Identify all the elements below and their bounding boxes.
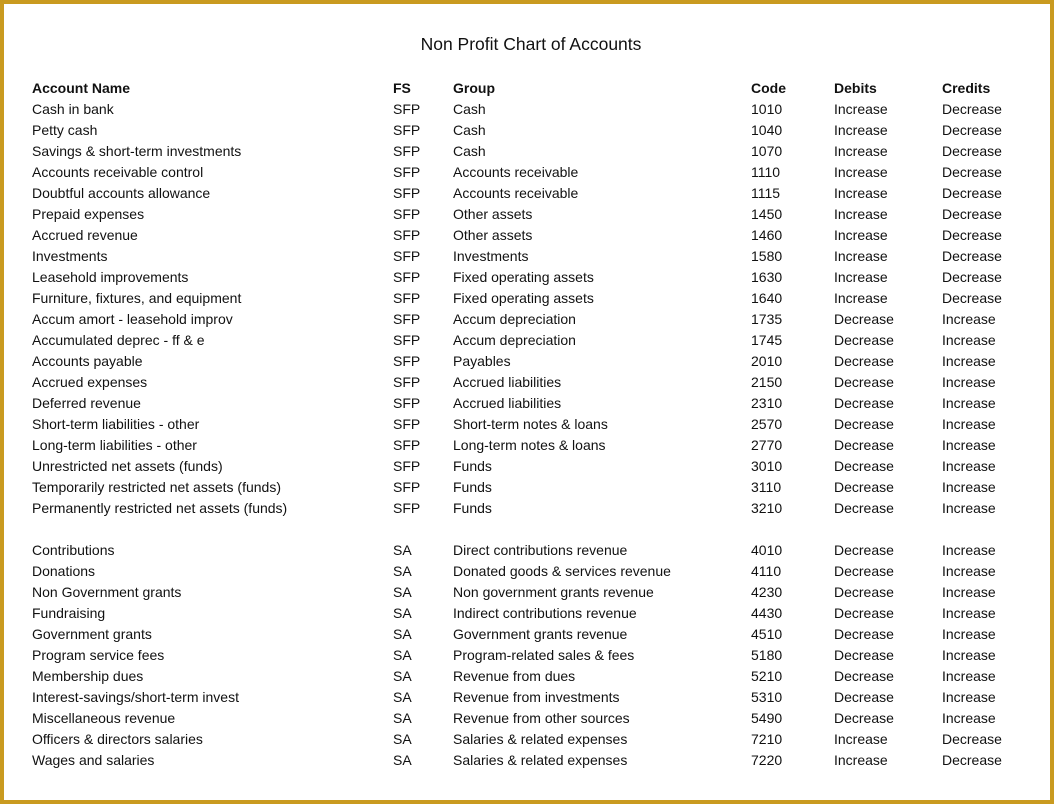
code-cell: 3110 bbox=[751, 479, 782, 495]
code-cell: 4510 bbox=[751, 626, 783, 643]
code-cell: 4430 bbox=[751, 605, 783, 622]
code-cell: 4110 bbox=[751, 563, 782, 580]
table-row bbox=[32, 288, 1042, 309]
account-name-cell: Wages and salaries bbox=[32, 752, 155, 769]
debits-cell: Increase bbox=[834, 248, 888, 264]
group-cell: Cash bbox=[453, 101, 486, 117]
debits-cell: Decrease bbox=[834, 458, 894, 474]
debits-cell: Decrease bbox=[834, 710, 894, 727]
chart-of-accounts-table bbox=[32, 78, 1042, 771]
account-name-cell: Government grants bbox=[32, 626, 152, 643]
credits-cell: Decrease bbox=[942, 290, 1002, 306]
debits-cell: Decrease bbox=[834, 689, 894, 706]
table-row bbox=[32, 246, 1042, 267]
table-row bbox=[32, 456, 1042, 477]
fs-cell: SFP bbox=[393, 101, 421, 117]
table-row bbox=[32, 540, 1042, 561]
fs-cell: SFP bbox=[393, 416, 421, 432]
credits-cell: Increase bbox=[942, 584, 996, 601]
fs-cell: SA bbox=[393, 647, 412, 664]
table-row bbox=[32, 204, 1042, 225]
column-header-group: Group bbox=[453, 80, 495, 96]
credits-cell: Decrease bbox=[942, 752, 1002, 769]
group-cell: Fixed operating assets bbox=[453, 269, 594, 285]
table-row bbox=[32, 708, 1042, 729]
code-cell: 1450 bbox=[751, 206, 783, 222]
code-cell: 1460 bbox=[751, 227, 783, 243]
group-cell: Salaries & related expenses bbox=[453, 752, 628, 769]
account-name-cell: Donations bbox=[32, 563, 96, 580]
group-cell: Long-term notes & loans bbox=[453, 437, 606, 453]
group-cell: Funds bbox=[453, 458, 492, 474]
code-cell: 5180 bbox=[751, 647, 783, 664]
fs-cell: SFP bbox=[393, 500, 421, 516]
account-name-cell: Permanently restricted net assets (funds) bbox=[32, 500, 288, 516]
account-name-cell: Investments bbox=[32, 248, 108, 264]
credits-cell: Increase bbox=[942, 332, 996, 348]
fs-cell: SFP bbox=[393, 164, 421, 180]
debits-cell: Increase bbox=[834, 164, 888, 180]
account-name-cell: Program service fees bbox=[32, 647, 165, 664]
account-name-cell: Membership dues bbox=[32, 668, 144, 685]
table-row bbox=[32, 393, 1042, 414]
account-name-cell: Contributions bbox=[32, 542, 115, 559]
debits-cell: Decrease bbox=[834, 626, 894, 643]
fs-cell: SFP bbox=[393, 227, 421, 243]
debits-cell: Increase bbox=[834, 269, 888, 285]
debits-cell: Increase bbox=[834, 206, 888, 222]
fs-cell: SFP bbox=[393, 185, 421, 201]
debits-cell: Decrease bbox=[834, 647, 894, 664]
group-cell: Program-related sales & fees bbox=[453, 647, 635, 664]
fs-cell: SA bbox=[393, 542, 412, 559]
account-name-cell: Accrued revenue bbox=[32, 227, 138, 243]
account-name-cell: Cash in bank bbox=[32, 101, 114, 117]
credits-cell: Increase bbox=[942, 374, 996, 390]
table-row bbox=[32, 330, 1042, 351]
credits-cell: Decrease bbox=[942, 206, 1002, 222]
fs-cell: SFP bbox=[393, 248, 421, 264]
table-row bbox=[32, 141, 1042, 162]
account-name-cell: Savings & short-term investments bbox=[32, 143, 242, 159]
fs-cell: SFP bbox=[393, 437, 421, 453]
code-cell: 5490 bbox=[751, 710, 783, 727]
credits-cell: Increase bbox=[942, 458, 996, 474]
fs-cell: SA bbox=[393, 668, 412, 685]
credits-cell: Decrease bbox=[942, 101, 1002, 117]
table-header-row bbox=[32, 78, 1042, 99]
account-name-cell: Furniture, fixtures, and equipment bbox=[32, 290, 242, 306]
credits-cell: Decrease bbox=[942, 731, 1002, 748]
debits-cell: Decrease bbox=[834, 311, 894, 327]
group-cell: Cash bbox=[453, 122, 486, 138]
account-name-cell: Fundraising bbox=[32, 605, 106, 622]
debits-cell: Increase bbox=[834, 185, 888, 201]
account-name-cell: Temporarily restricted net assets (funds) bbox=[32, 479, 281, 495]
debits-cell: Decrease bbox=[834, 479, 894, 495]
table-row bbox=[32, 120, 1042, 141]
debits-cell: Increase bbox=[834, 227, 888, 243]
code-cell: 1735 bbox=[751, 311, 783, 327]
code-cell: 5210 bbox=[751, 668, 783, 685]
account-name-cell: Accounts receivable control bbox=[32, 164, 204, 180]
credits-cell: Increase bbox=[942, 689, 996, 706]
column-header-credits: Credits bbox=[942, 80, 991, 96]
credits-cell: Increase bbox=[942, 626, 996, 643]
debits-cell: Decrease bbox=[834, 542, 894, 559]
credits-cell: Increase bbox=[942, 500, 996, 516]
column-header-fs: FS bbox=[393, 80, 411, 96]
credits-cell: Decrease bbox=[942, 269, 1002, 285]
table-row bbox=[32, 603, 1042, 624]
group-cell: Direct contributions revenue bbox=[453, 542, 628, 559]
code-cell: 1745 bbox=[751, 332, 783, 348]
account-name-cell: Long-term liabilities - other bbox=[32, 437, 197, 453]
code-cell: 5310 bbox=[751, 689, 783, 706]
debits-cell: Decrease bbox=[834, 395, 894, 411]
table-row bbox=[32, 582, 1042, 603]
column-header-account-name: Account Name bbox=[32, 80, 131, 96]
debits-cell: Decrease bbox=[834, 353, 894, 369]
debits-cell: Increase bbox=[834, 731, 888, 748]
fs-cell: SFP bbox=[393, 122, 421, 138]
account-name-cell: Unrestricted net assets (funds) bbox=[32, 458, 223, 474]
table-row bbox=[32, 309, 1042, 330]
account-name-cell: Miscellaneous revenue bbox=[32, 710, 176, 727]
group-cell: Non government grants revenue bbox=[453, 584, 654, 601]
credits-cell: Increase bbox=[942, 563, 996, 580]
group-cell: Funds bbox=[453, 479, 492, 495]
code-cell: 4230 bbox=[751, 584, 783, 601]
fs-cell: SA bbox=[393, 731, 412, 748]
table-row bbox=[32, 372, 1042, 393]
table-row bbox=[32, 414, 1042, 435]
debits-cell: Increase bbox=[834, 143, 888, 159]
account-name-cell: Leasehold improvements bbox=[32, 269, 189, 285]
debits-cell: Decrease bbox=[834, 416, 894, 432]
debits-cell: Decrease bbox=[834, 437, 894, 453]
fs-cell: SFP bbox=[393, 290, 421, 306]
table-row bbox=[32, 99, 1042, 120]
table-row bbox=[32, 183, 1042, 204]
fs-cell: SFP bbox=[393, 269, 421, 285]
group-cell: Payables bbox=[453, 353, 511, 369]
debits-cell: Increase bbox=[834, 290, 888, 306]
code-cell: 3210 bbox=[751, 500, 783, 516]
account-name-cell: Non Government grants bbox=[32, 584, 182, 601]
account-name-cell: Deferred revenue bbox=[32, 395, 141, 411]
debits-cell: Decrease bbox=[834, 374, 894, 390]
fs-cell: SA bbox=[393, 563, 412, 580]
credits-cell: Increase bbox=[942, 479, 996, 495]
debits-cell: Increase bbox=[834, 101, 888, 117]
code-cell: 7220 bbox=[751, 752, 783, 769]
fs-cell: SFP bbox=[393, 206, 421, 222]
fs-cell: SA bbox=[393, 710, 412, 727]
group-cell: Accrued liabilities bbox=[453, 395, 562, 411]
credits-cell: Decrease bbox=[942, 122, 1002, 138]
code-cell: 1040 bbox=[751, 122, 783, 138]
credits-cell: Increase bbox=[942, 437, 996, 453]
column-header-code: Code bbox=[751, 80, 786, 96]
fs-cell: SFP bbox=[393, 374, 421, 390]
credits-cell: Increase bbox=[942, 668, 996, 685]
code-cell: 2570 bbox=[751, 416, 783, 432]
code-cell: 3010 bbox=[751, 458, 783, 474]
debits-cell: Increase bbox=[834, 752, 888, 769]
group-cell: Salaries & related expenses bbox=[453, 731, 628, 748]
group-cell: Other assets bbox=[453, 206, 533, 222]
code-cell: 2770 bbox=[751, 437, 783, 453]
code-cell: 7210 bbox=[751, 731, 783, 748]
fs-cell: SFP bbox=[393, 311, 421, 327]
account-name-cell: Interest-savings/short-term invest bbox=[32, 689, 239, 706]
group-cell: Indirect contributions revenue bbox=[453, 605, 637, 622]
table-row bbox=[32, 477, 1042, 498]
credits-cell: Increase bbox=[942, 353, 996, 369]
fs-cell: SA bbox=[393, 584, 412, 601]
credits-cell: Decrease bbox=[942, 227, 1002, 243]
code-cell: 4010 bbox=[751, 542, 783, 559]
credits-cell: Increase bbox=[942, 416, 996, 432]
code-cell: 1640 bbox=[751, 290, 783, 306]
debits-cell: Decrease bbox=[834, 563, 894, 580]
group-cell: Other assets bbox=[453, 227, 533, 243]
group-cell: Short-term notes & loans bbox=[453, 416, 608, 432]
debits-cell: Decrease bbox=[834, 332, 894, 348]
debits-cell: Decrease bbox=[834, 584, 894, 601]
account-name-cell: Accounts payable bbox=[32, 353, 143, 369]
fs-cell: SFP bbox=[393, 332, 421, 348]
debits-cell: Decrease bbox=[834, 668, 894, 685]
group-cell: Revenue from investments bbox=[453, 689, 620, 706]
credits-cell: Increase bbox=[942, 605, 996, 622]
code-cell: 2310 bbox=[751, 395, 783, 411]
table-row bbox=[32, 267, 1042, 288]
table-row bbox=[32, 498, 1042, 519]
table-row bbox=[32, 351, 1042, 372]
fs-cell: SFP bbox=[393, 479, 421, 495]
debits-cell: Increase bbox=[834, 122, 888, 138]
fs-cell: SA bbox=[393, 605, 412, 622]
section-spacer bbox=[32, 519, 1042, 540]
fs-cell: SA bbox=[393, 689, 412, 706]
account-name-cell: Short-term liabilities - other bbox=[32, 416, 200, 432]
group-cell: Accum depreciation bbox=[453, 332, 576, 348]
code-cell: 1115 bbox=[751, 185, 781, 201]
account-name-cell: Accumulated deprec - ff & e bbox=[32, 332, 205, 348]
table-row bbox=[32, 624, 1042, 645]
code-cell: 1070 bbox=[751, 143, 783, 159]
column-header-debits: Debits bbox=[834, 80, 877, 96]
page-title: Non Profit Chart of Accounts bbox=[420, 34, 642, 54]
code-cell: 1010 bbox=[751, 101, 783, 117]
group-cell: Accounts receivable bbox=[453, 185, 579, 201]
account-name-cell: Accum amort - leasehold improv bbox=[32, 311, 233, 327]
fs-cell: SA bbox=[393, 626, 412, 643]
account-name-cell: Doubtful accounts allowance bbox=[32, 185, 211, 201]
account-name-cell: Accrued expenses bbox=[32, 374, 148, 390]
table-row bbox=[32, 162, 1042, 183]
group-cell: Revenue from other sources bbox=[453, 710, 630, 727]
table-row bbox=[32, 729, 1042, 750]
credits-cell: Decrease bbox=[942, 248, 1002, 264]
debits-cell: Decrease bbox=[834, 605, 894, 622]
table-row bbox=[32, 750, 1042, 771]
table-row bbox=[32, 666, 1042, 687]
fs-cell: SA bbox=[393, 752, 412, 769]
account-name-cell: Prepaid expenses bbox=[32, 206, 145, 222]
credits-cell: Increase bbox=[942, 710, 996, 727]
credits-cell: Increase bbox=[942, 542, 996, 559]
group-cell: Accum depreciation bbox=[453, 311, 576, 327]
credits-cell: Decrease bbox=[942, 143, 1002, 159]
credits-cell: Decrease bbox=[942, 164, 1002, 180]
code-cell: 2150 bbox=[751, 374, 783, 390]
code-cell: 1580 bbox=[751, 248, 783, 264]
credits-cell: Increase bbox=[942, 311, 996, 327]
table-row bbox=[32, 435, 1042, 456]
table-row bbox=[32, 225, 1042, 246]
group-cell: Funds bbox=[453, 500, 492, 516]
table-row bbox=[32, 687, 1042, 708]
fs-cell: SFP bbox=[393, 353, 421, 369]
fs-cell: SFP bbox=[393, 458, 421, 474]
account-name-cell: Petty cash bbox=[32, 122, 98, 138]
account-name-cell: Officers & directors salaries bbox=[32, 731, 203, 748]
debits-cell: Decrease bbox=[834, 500, 894, 516]
group-cell: Cash bbox=[453, 143, 486, 159]
group-cell: Accrued liabilities bbox=[453, 374, 562, 390]
credits-cell: Increase bbox=[942, 647, 996, 664]
table-row bbox=[32, 561, 1042, 582]
group-cell: Revenue from dues bbox=[453, 668, 576, 685]
code-cell: 1110 bbox=[751, 164, 781, 180]
fs-cell: SFP bbox=[393, 143, 421, 159]
group-cell: Accounts receivable bbox=[453, 164, 579, 180]
code-cell: 1630 bbox=[751, 269, 783, 285]
group-cell: Investments bbox=[453, 248, 529, 264]
table-row bbox=[32, 645, 1042, 666]
group-cell: Fixed operating assets bbox=[453, 290, 594, 306]
fs-cell: SFP bbox=[393, 395, 421, 411]
code-cell: 2010 bbox=[751, 353, 783, 369]
credits-cell: Decrease bbox=[942, 185, 1002, 201]
group-cell: Government grants revenue bbox=[453, 626, 628, 643]
credits-cell: Increase bbox=[942, 395, 996, 411]
group-cell: Donated goods & services revenue bbox=[453, 563, 671, 580]
